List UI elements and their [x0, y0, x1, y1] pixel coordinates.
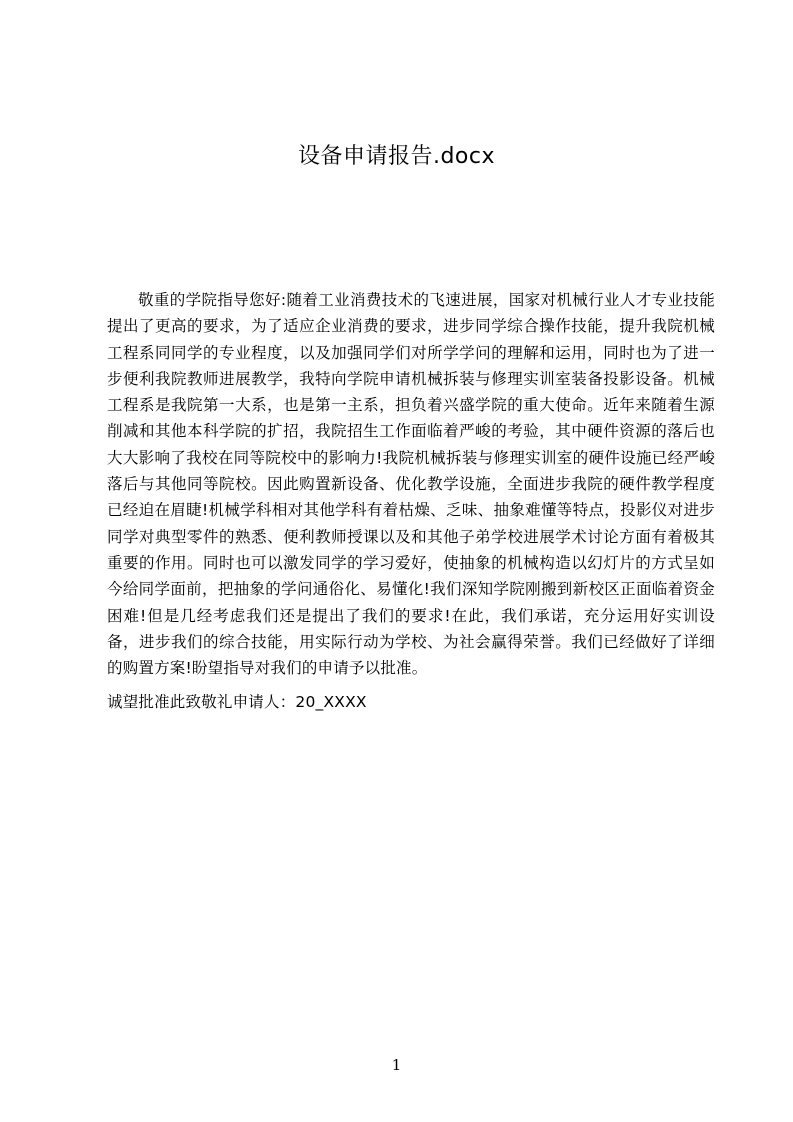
page-number: 1 — [391, 1056, 402, 1074]
closing-line: 诚望批准此致敬礼申请人：20_XXXX — [107, 693, 367, 711]
document-title: 设备申请报告.docx — [297, 144, 496, 169]
body-paragraph: 敬重的学院指导您好:随着工业消费技术的飞速进展，国家对机械行业人才专业技能提出了更高的要求，为了适应企业消费的要求，进步同学综合操作技能，提升我院机械工程系同同学的专业程度，以及加强同学们对所学学问的理解和运用，同时也为了进一步便利我院教师进展教学，我特向学院申请机械拆装与修理实训室装备投影设备。机械工程系是我院第一大系，也是第一主系，担负着兴盛学院的重大使命。近年来随着生源削减和其他本科学院的扩招，我院招生工作面临着严峻的考验，其中硬件资源的落后也大大影响了我校在同等院校中的影响力!我院机械拆装与修理实训室的硬件设施已经严峻落后与其他同等院校。因此购置新设备、优化教学设施，全面进步我院的硬件教学程度已经迫在眉睫!机械学科相对其他学科有着枯燥、乏味、抽象难懂等特点，投影仪对进步同学对典型零件的熟悉、便利教师授课以及和其他子弟学校进展学术讨论方面有着极其重要的作用。同时也可以激发同学的学习爱好，使抽象的机械构造以幻灯片的方式呈如今给同学面前，把抽象的学问通俗化、易懂化!我们深知学院刚搬到新校区正面临着资金困难!但是几经考虑我们还是提出了我们的要求!在此，我们承诺，充分运用好实训设备，进步我们的综合技能，用实际行动为学校、为社会赢得荣誉。我们已经做好了详细的购置方案!盼望指导对我们的申请予以批准。 — [107, 291, 715, 678]
